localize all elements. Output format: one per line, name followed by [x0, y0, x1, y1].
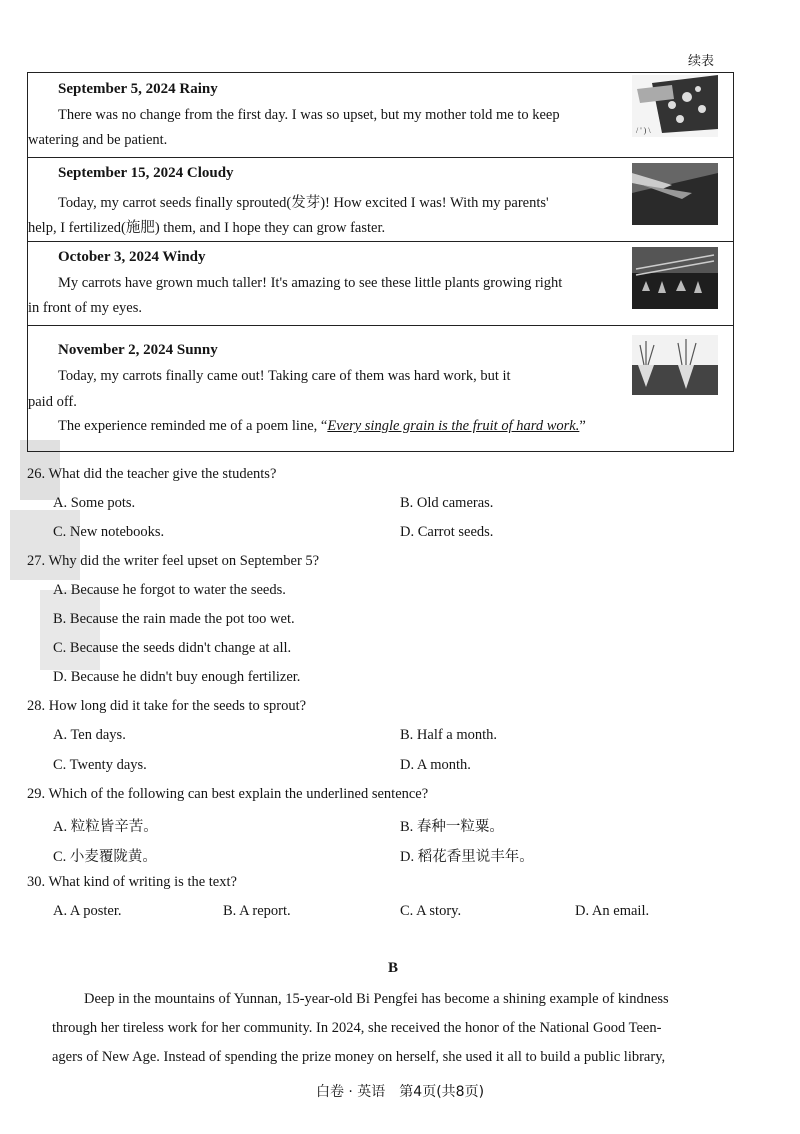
diary-entry: [28, 157, 733, 242]
diary-entry: [28, 241, 733, 326]
entry-date: October 3, 2024 Windy: [58, 249, 206, 265]
option[interactable]: B. 春种一粒粟。: [400, 819, 504, 835]
option[interactable]: A. 粒粒皆辛苦。: [53, 819, 158, 835]
continued-label: 续表: [688, 54, 715, 69]
question: 28. How long did it take for the seeds to sprout?: [27, 698, 307, 714]
option[interactable]: C. Twenty days.: [53, 757, 147, 773]
entry-text: paid off.: [28, 394, 77, 410]
entry-date: September 5, 2024 Rainy: [58, 81, 218, 97]
option[interactable]: B. A report.: [223, 903, 291, 919]
entry-text: in front of my eyes.: [28, 300, 142, 316]
passage-line: agers of New Age. Instead of spending the prize money on herself, she used it all to build a public library,: [52, 1049, 666, 1065]
option[interactable]: B. Half a month.: [400, 727, 498, 743]
entry-text: My carrots have grown much taller! It's amazing to see these little plants growing right: [58, 275, 563, 291]
underlined-sentence: Every single grain is the fruit of hard work.: [327, 418, 580, 434]
section-heading: B: [388, 960, 399, 976]
question: 29. Which of the following can best explain the underlined sentence?: [27, 786, 429, 802]
carrots-photo: [632, 335, 718, 395]
option[interactable]: B. Because the rain made the pot too wet.: [53, 611, 295, 627]
entry-text: Today, my carrots finally came out! Taking care of them was hard work, but it: [58, 368, 511, 384]
growing-plants-photo: [632, 247, 718, 309]
option[interactable]: C. New notebooks.: [53, 524, 165, 540]
question: 30. What kind of writing is the text?: [27, 874, 237, 890]
option[interactable]: D. An email.: [575, 903, 650, 919]
option[interactable]: B. Old cameras.: [400, 495, 494, 511]
passage-line: Deep in the mountains of Yunnan, 15-year-old Bi Pengfei has become a shining example of kindness: [84, 991, 669, 1007]
option[interactable]: D. 稻花香里说丰年。: [400, 849, 534, 865]
svg-text:/ ' ) \: / ' ) \: [636, 126, 651, 135]
question: 27. Why did the writer feel upset on September 5?: [27, 553, 320, 569]
entry-text: help, I fertilized(施肥) them, and I hope they can grow faster.: [28, 220, 386, 236]
option[interactable]: C. 小麦覆陇黄。: [53, 849, 157, 865]
entry-date: November 2, 2024 Sunny: [58, 342, 218, 358]
option[interactable]: A. Ten days.: [53, 727, 126, 743]
diary-entry: [28, 73, 733, 158]
option[interactable]: A. A poster.: [53, 903, 122, 919]
diary-entry: [28, 325, 733, 453]
entry-date: September 15, 2024 Cloudy: [58, 165, 234, 181]
option[interactable]: A. Because he forgot to water the seeds.: [53, 582, 286, 598]
option[interactable]: A. Some pots.: [53, 495, 136, 511]
option[interactable]: D. Because he didn't buy enough fertilizer.: [53, 669, 301, 685]
question: 26. What did the teacher give the students?: [27, 466, 277, 482]
page-footer: 白卷 · 英语 第4页(共8页): [315, 1084, 485, 1100]
sprout-photo: [632, 163, 718, 225]
entry-text: watering and be patient.: [28, 132, 168, 148]
entry-text: Today, my carrot seeds finally sprouted(发芽)! How excited I was! With my parents': [58, 195, 549, 211]
option[interactable]: D. A month.: [400, 757, 471, 773]
passage-line: through her tireless work for her community. In 2024, she received the honor of the National Good Teen-: [52, 1020, 662, 1036]
entry-text: There was no change from the first day. I was so upset, but my mother told me to keep: [58, 107, 560, 123]
poem-line: The experience reminded me of a poem line, “Every single grain is the fruit of hard work.”: [58, 418, 586, 434]
rainy-plants-photo: [632, 75, 718, 137]
option[interactable]: C. A story.: [400, 903, 462, 919]
option[interactable]: C. Because the seeds didn't change at all.: [53, 640, 292, 656]
option[interactable]: D. Carrot seeds.: [400, 524, 494, 540]
diary-table: [27, 72, 734, 452]
